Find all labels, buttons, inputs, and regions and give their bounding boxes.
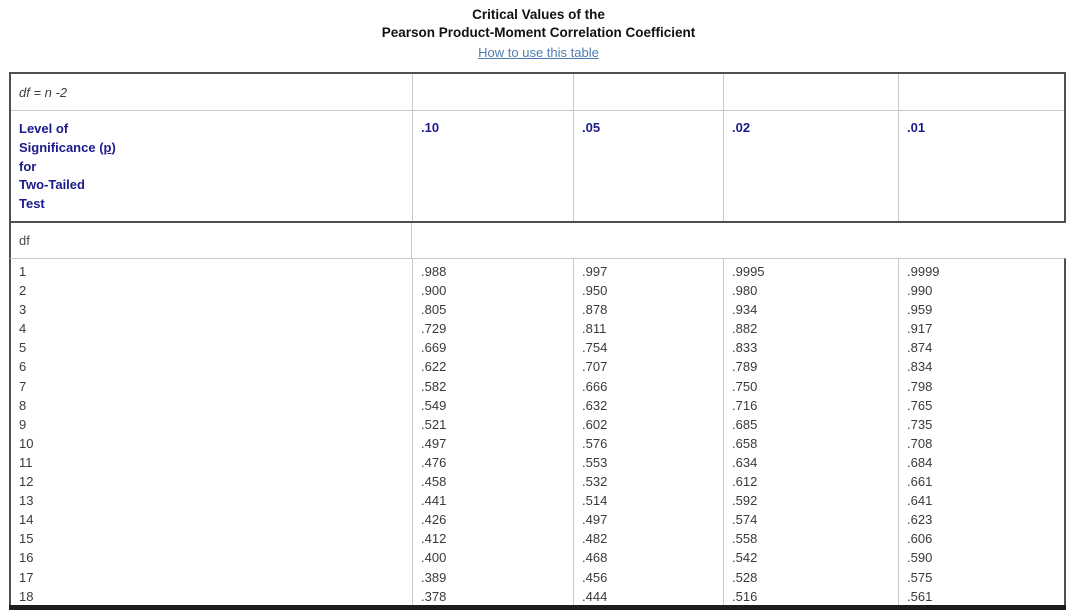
critical-value: .516 [732, 588, 758, 604]
critical-value: .623 [907, 512, 933, 528]
critical-values-column-01 [898, 259, 1064, 605]
critical-value: .606 [907, 531, 933, 547]
critical-value: .482 [582, 531, 608, 547]
empty-cell [573, 74, 723, 110]
critical-value: .632 [582, 397, 608, 413]
df-value: 16 [19, 550, 34, 566]
page-title-line1: Critical Values of the [472, 7, 605, 22]
critical-value: .684 [907, 454, 933, 470]
critical-value: .582 [421, 378, 447, 394]
critical-value: .574 [732, 512, 758, 528]
df-label-cell: df [11, 223, 412, 258]
critical-value: .641 [907, 493, 933, 509]
empty-cell [412, 74, 573, 110]
critical-value: .9999 [907, 264, 940, 279]
critical-value: .576 [582, 435, 608, 451]
critical-value: .666 [582, 378, 608, 394]
critical-value: .426 [421, 512, 447, 528]
critical-value: .528 [732, 569, 758, 585]
df-value: 9 [19, 416, 27, 432]
df-value: 1 [19, 264, 27, 279]
df-value: 2 [19, 283, 27, 299]
critical-value: .622 [421, 359, 447, 375]
df-value: 14 [19, 512, 34, 528]
significance-level-header-05: .05 [573, 111, 723, 221]
critical-value: .658 [732, 435, 758, 451]
level-of-significance-label [11, 111, 412, 221]
critical-value: .476 [421, 454, 447, 470]
empty-cell [898, 74, 1064, 110]
level-label-line3: for [19, 158, 37, 174]
empty-span-cell [412, 223, 1066, 258]
critical-value: .990 [907, 283, 933, 299]
critical-value: .811 [582, 321, 607, 337]
significance-level-header-01: .01 [898, 111, 1064, 221]
df-value: 4 [19, 321, 27, 337]
df-value: 17 [19, 569, 34, 585]
critical-value: .549 [421, 397, 447, 413]
level-label-line1: Level of [19, 121, 69, 136]
critical-values-column-10 [412, 259, 573, 605]
df-value: 12 [19, 474, 34, 490]
df-value: 15 [19, 531, 34, 547]
how-to-use-link[interactable]: How to use this table [478, 45, 599, 60]
critical-values-column-02 [723, 259, 898, 605]
critical-value: .553 [582, 454, 608, 470]
table-header-block [9, 72, 1066, 223]
critical-value: .735 [907, 416, 933, 432]
critical-value: .798 [907, 378, 933, 394]
critical-value: .980 [732, 283, 758, 299]
critical-value: .532 [582, 474, 608, 490]
critical-value: .874 [907, 340, 933, 356]
critical-value: .558 [732, 531, 758, 547]
df-value: 10 [19, 435, 34, 451]
critical-value: .765 [907, 397, 933, 413]
critical-value: .412 [421, 531, 447, 547]
critical-value: .602 [582, 416, 608, 432]
level-label-line5: Test [19, 196, 45, 212]
df-value: 8 [19, 397, 27, 413]
critical-value: .669 [421, 340, 447, 356]
critical-value: .468 [582, 550, 608, 566]
critical-values-column-05 [573, 259, 723, 605]
critical-value: .389 [421, 569, 447, 585]
df-value: 5 [19, 340, 27, 356]
critical-value: .750 [732, 378, 758, 394]
df-formula-cell: df = n -2 [19, 84, 68, 100]
critical-value: .592 [732, 493, 758, 509]
critical-value: .542 [732, 550, 758, 566]
critical-value: .634 [732, 454, 758, 470]
critical-value: .708 [907, 435, 933, 451]
critical-value: .805 [421, 302, 447, 318]
critical-value: .834 [907, 359, 933, 375]
critical-value: .561 [907, 588, 933, 604]
critical-values-table [9, 72, 1066, 610]
df-value: 6 [19, 359, 27, 375]
df-value: 7 [19, 378, 27, 394]
empty-cell [723, 74, 898, 110]
critical-value: .716 [732, 397, 758, 413]
table-bottom-border [9, 605, 1066, 610]
page-header [0, 6, 1077, 62]
critical-value: .833 [732, 340, 758, 356]
critical-value: .441 [421, 493, 447, 509]
significance-header-row [11, 110, 1064, 221]
critical-value: .521 [421, 416, 447, 432]
table-data-block [9, 258, 1066, 605]
df-value: 13 [19, 493, 34, 509]
df-value: 11 [19, 454, 33, 470]
significance-level-header-02: .02 [723, 111, 898, 221]
critical-value: .950 [582, 283, 608, 299]
critical-value: .590 [907, 550, 933, 566]
critical-value: .988 [421, 264, 447, 279]
page-title-line2: Pearson Product-Moment Correlation Coefficient [381, 25, 696, 40]
critical-value: .456 [582, 569, 608, 585]
critical-value: .575 [907, 569, 933, 585]
critical-value: .514 [582, 493, 608, 509]
df-formula-row [11, 74, 1064, 110]
significance-level-header-10: .10 [412, 111, 573, 221]
level-label-line4: Two-Tailed [19, 177, 85, 193]
df-value: 18 [19, 588, 34, 604]
critical-value: .9995 [732, 264, 765, 279]
critical-value: .917 [907, 321, 933, 337]
critical-value: .661 [907, 474, 933, 490]
critical-value: .612 [732, 474, 758, 490]
critical-value: .754 [582, 340, 608, 356]
critical-value: .729 [421, 321, 447, 337]
df-column [11, 259, 412, 605]
critical-value: .400 [421, 550, 447, 566]
critical-value: .789 [732, 359, 758, 375]
critical-value: .997 [582, 264, 608, 279]
critical-value: .707 [582, 359, 608, 375]
df-value: 3 [19, 302, 27, 318]
critical-value: .878 [582, 302, 608, 318]
critical-value: .444 [582, 588, 608, 604]
critical-value: .900 [421, 283, 447, 299]
critical-value: .959 [907, 302, 933, 318]
critical-value: .882 [732, 321, 758, 337]
df-label-row [9, 223, 1066, 258]
critical-value: .934 [732, 302, 758, 318]
critical-value: .685 [732, 416, 758, 432]
critical-value: .378 [421, 588, 447, 604]
critical-value: .497 [421, 435, 447, 451]
critical-value: .497 [582, 512, 608, 528]
critical-value: .458 [421, 474, 447, 490]
level-label-line2: Significance (p) [19, 139, 116, 155]
